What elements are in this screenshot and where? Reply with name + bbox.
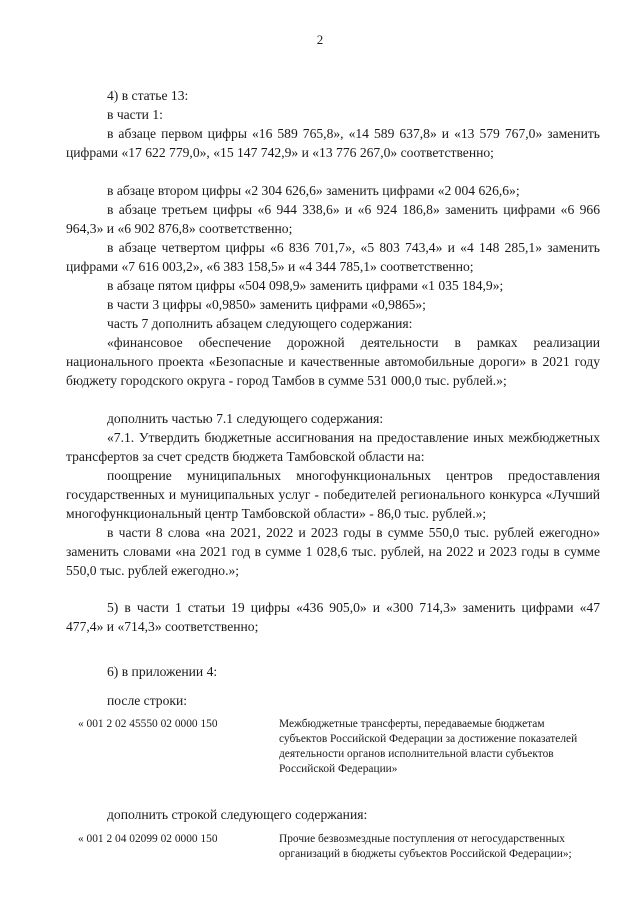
paragraph-item-6: 6) в приложении 4: bbox=[107, 664, 218, 679]
row-description: Прочие безвозмездные поступления от негосударственных организаций в бюджеты субъектов Российской Федерации»; bbox=[279, 833, 572, 860]
paragraph-part-8: в части 8 слова «на 2021, 2022 и 2023 годы в сумме 550,0 тыс. рублей ежегодно» заменить словами «на 2021 год в сумме 1 028,6 тыс. рублей, на 2022 и 2023 годы в сумме 550,0 тыс. рублей ежегодно.»; bbox=[66, 525, 600, 578]
paragraph-part-7-1: «7.1. Утвердить бюджетные ассигнования на предоставление иных межбюджетных трансфертов за счет средств бюджета Тамбовской области на: bbox=[66, 430, 600, 464]
paragraph-item-4-header: 4) в статье 13: bbox=[107, 88, 189, 103]
paragraph-abzac-5: в абзаце пятом цифры «504 098,9» заменить цифрами «1 035 184,9»; bbox=[107, 278, 504, 293]
row-code: « 001 2 02 45550 02 0000 150 bbox=[78, 718, 218, 730]
paragraph-part-1: в части 1: bbox=[107, 107, 163, 122]
paragraph-add-row: дополнить строкой следующего содержания: bbox=[107, 807, 368, 822]
paragraph-abzac-4: в абзаце четвертом цифры «6 836 701,7», «5 803 743,4» и «4 148 285,1» заменить цифрами «7 616 003,2», «6 383 158,5» и «4 344 785,1» соответственно; bbox=[66, 240, 600, 274]
paragraph-part-7: часть 7 дополнить абзацем следующего содержания: bbox=[107, 316, 413, 331]
page-number: 2 bbox=[316, 32, 324, 47]
paragraph-abzac-3: в абзаце третьем цифры «6 944 338,6» и «6 924 186,8» заменить цифрами «6 966 964,3» и «6 902 876,8» соответственно; bbox=[66, 202, 600, 236]
paragraph-add-part-7-1: дополнить частью 7.1 следующего содержания: bbox=[107, 411, 384, 426]
paragraph-item-5: 5) в части 1 статьи 19 цифры «436 905,0» и «300 714,3» заменить цифрами «47 477,4» и «714,3» соответственно; bbox=[66, 600, 600, 634]
paragraph-abzac-1: в абзаце первом цифры «16 589 765,8», «14 589 637,8» и «13 579 767,0» заменить цифрами «17 622 779,0», «15 147 742,9» и «13 776 267,0» соответственно; bbox=[66, 126, 600, 160]
row-code: « 001 2 04 02099 02 0000 150 bbox=[78, 833, 218, 845]
paragraph-after-row: после строки: bbox=[107, 693, 188, 708]
paragraph-encouragement: поощрение муниципальных многофункциональных центров предоставления государственных и муниципальных услуг - победителей регионального конкурса «Лучший многофункциональный центр Тамбовской области» - 86,0 тыс. рублей.»; bbox=[66, 468, 600, 521]
row-description: Межбюджетные трансферты, передаваемые бюджетам субъектов Российской Федерации за достижение показателей деятельности органов исполнительной власти субъектов Российской Федерации» bbox=[279, 718, 578, 775]
paragraph-abzac-2: в абзаце втором цифры «2 304 626,6» заменить цифрами «2 004 626,6»; bbox=[107, 183, 520, 198]
paragraph-part-3: в части 3 цифры «0,9850» заменить цифрами «0,9865»; bbox=[107, 297, 426, 312]
paragraph-road-financing: «финансовое обеспечение дорожной деятельности в рамках реализации национального проекта «Безопасные и качественные автомобильные дороги» в 2021 году бюджету городского округа - город Тамбов в сумме 531 000,0 тыс. рублей.»; bbox=[66, 335, 600, 388]
